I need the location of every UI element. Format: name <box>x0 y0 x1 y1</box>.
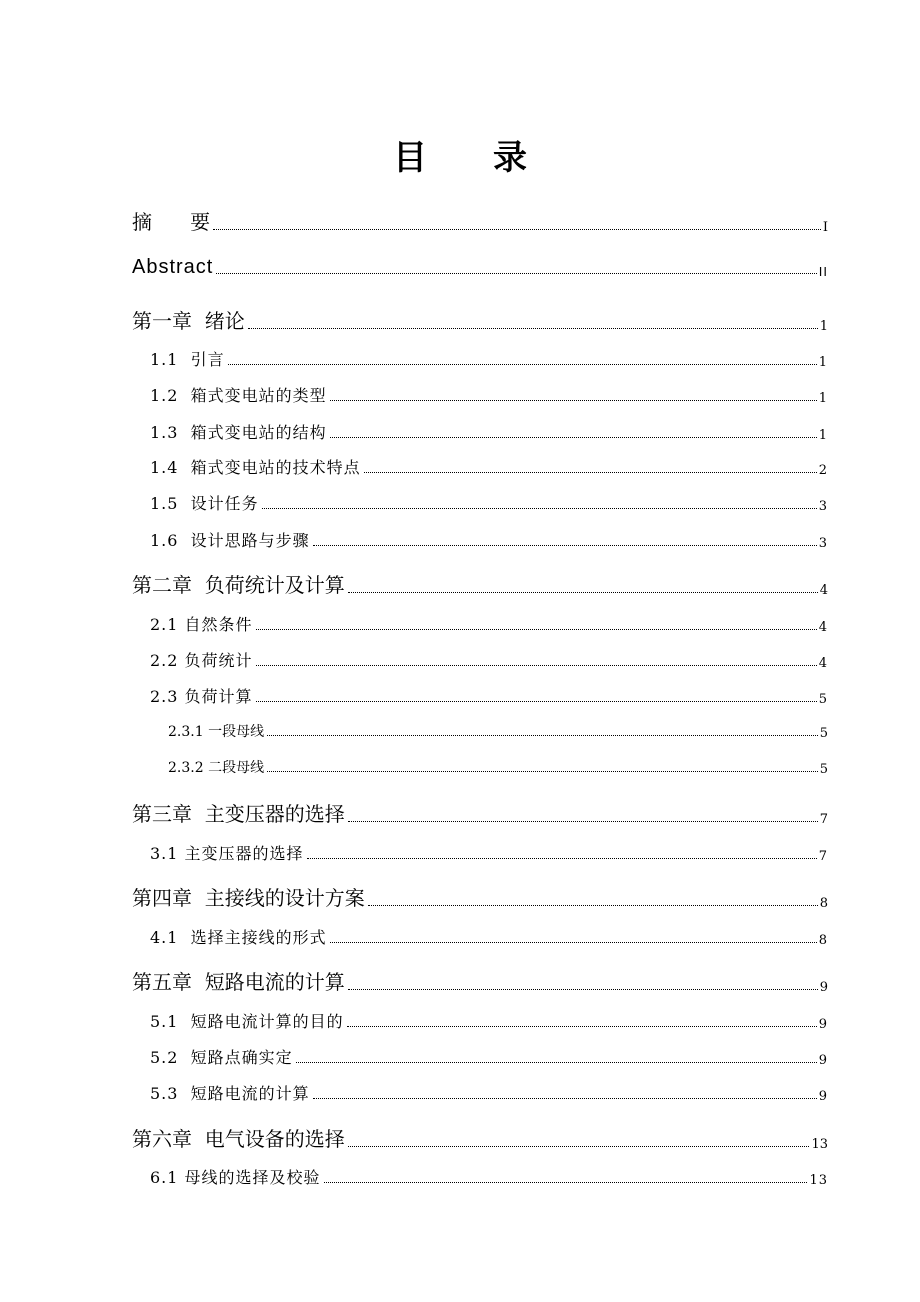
toc-entry-label: 摘 要 <box>132 210 211 234</box>
toc-entry-2-3-1[interactable] <box>168 721 828 741</box>
dot-leader <box>348 821 818 822</box>
toc-entry-label: 1.4 箱式变电站的技术特点 <box>150 458 361 477</box>
dot-leader <box>348 592 818 593</box>
toc-entry-1-6[interactable] <box>150 528 828 551</box>
toc-entry-label: 1.1 引言 <box>150 350 225 369</box>
toc-entry-chapter-1[interactable] <box>132 305 828 334</box>
toc-entry-label: 第五章 短路电流的计算 <box>132 970 345 994</box>
toc-entry-label: 6.1 母线的选择及校验 <box>150 1168 321 1187</box>
dot-leader <box>256 629 817 630</box>
toc-entry-label: 第三章 主变压器的选择 <box>132 802 345 826</box>
toc-entry-1-2[interactable] <box>150 383 828 406</box>
toc-entry-2-3[interactable] <box>150 684 828 707</box>
dot-leader <box>296 1062 817 1063</box>
toc-entry-page: 4 <box>819 583 828 598</box>
toc-entry-label: 2.1 自然条件 <box>150 615 253 634</box>
toc-entry-page: 1 <box>818 428 828 443</box>
toc-entry-abstract-cn[interactable] <box>132 206 828 235</box>
toc-entry-label: 1.6 设计思路与步骤 <box>150 531 310 550</box>
title-char-2: 录 <box>493 138 527 178</box>
toc-entry-page: 8 <box>818 933 828 948</box>
toc-entry-chapter-4[interactable] <box>132 882 828 911</box>
toc-entry-label: 1.5 设计任务 <box>150 494 259 513</box>
toc-entry-label: 5.3 短路电流的计算 <box>150 1084 310 1103</box>
dot-leader <box>216 273 816 274</box>
toc-entry-page: 9 <box>818 1053 828 1068</box>
toc-entry-page: 1 <box>818 391 828 406</box>
toc-entry-label: Abstract <box>132 256 214 278</box>
toc-entry-page: II <box>818 264 828 279</box>
toc-entry-label: 3.1 主变压器的选择 <box>150 844 304 863</box>
dot-leader <box>330 400 817 401</box>
toc-entry-label: 第四章 主接线的设计方案 <box>132 886 365 910</box>
dot-leader <box>256 701 817 702</box>
toc-entry-page: 9 <box>819 980 828 995</box>
title-char-1: 目 <box>393 138 427 178</box>
toc-entry-label: 第六章 电气设备的选择 <box>132 1127 345 1151</box>
dot-leader <box>330 942 817 943</box>
dot-leader <box>213 229 821 230</box>
dot-leader <box>348 1146 810 1147</box>
dot-leader <box>248 328 818 329</box>
toc-entry-5-2[interactable] <box>150 1045 828 1068</box>
toc-entry-page: 1 <box>818 355 828 370</box>
toc-entry-page: 9 <box>818 1017 828 1032</box>
toc-entry-label: 2.3.1 一段母线 <box>168 724 265 740</box>
toc-entry-6-1[interactable] <box>150 1165 828 1188</box>
toc-entry-2-3-2[interactable] <box>168 757 828 777</box>
toc-entry-label: 第二章 负荷统计及计算 <box>132 573 345 597</box>
toc-entry-1-1[interactable] <box>150 347 828 370</box>
toc-entry-label: 5.1 短路电流计算的目的 <box>150 1012 344 1031</box>
toc-entry-2-1[interactable] <box>150 612 828 635</box>
dot-leader <box>256 665 817 666</box>
toc-entry-1-5[interactable] <box>150 491 828 514</box>
toc-entry-3-1[interactable] <box>150 841 828 864</box>
dot-leader <box>267 771 818 772</box>
toc-entry-page: 3 <box>818 499 828 514</box>
toc-entry-page: 1 <box>819 319 828 334</box>
toc-entry-label: 4.1 选择主接线的形式 <box>150 928 327 947</box>
toc-entry-page: 8 <box>819 896 828 911</box>
toc-entry-chapter-6[interactable] <box>132 1123 828 1152</box>
toc-entry-chapter-5[interactable] <box>132 966 828 995</box>
toc-entry-2-2[interactable] <box>150 648 828 671</box>
toc-entry-1-3[interactable] <box>150 420 828 443</box>
dot-leader <box>313 545 817 546</box>
toc-entry-1-4[interactable] <box>150 455 828 478</box>
toc-entry-label: 2.2 负荷统计 <box>150 651 253 670</box>
toc-entry-page: 7 <box>819 812 828 827</box>
toc-entry-chapter-3[interactable] <box>132 798 828 827</box>
toc-entry-label: 1.2 箱式变电站的类型 <box>150 386 327 405</box>
toc-entry-page: 5 <box>819 726 828 741</box>
toc-entry-5-3[interactable] <box>150 1081 828 1104</box>
toc-entry-page: 7 <box>818 849 828 864</box>
dot-leader <box>228 364 817 365</box>
toc-entry-page: 3 <box>818 536 828 551</box>
dot-leader <box>307 858 817 859</box>
dot-leader <box>267 735 818 736</box>
toc-entry-abstract-en[interactable] <box>132 256 828 279</box>
toc-entry-label: 第一章 绪论 <box>132 309 245 333</box>
toc-entry-page: 5 <box>819 762 828 777</box>
toc-entry-5-1[interactable] <box>150 1009 828 1032</box>
dot-leader <box>368 905 818 906</box>
toc-entry-page: 4 <box>818 656 828 671</box>
dot-leader <box>324 1182 808 1183</box>
toc-entry-page: 13 <box>809 1173 828 1188</box>
dot-leader <box>364 472 817 473</box>
dot-leader <box>348 989 818 990</box>
toc-entry-page: I <box>822 220 828 235</box>
toc-entry-label: 2.3 负荷计算 <box>150 687 253 706</box>
toc-entry-page: 5 <box>818 692 828 707</box>
toc-entry-label: 5.2 短路点确实定 <box>150 1048 293 1067</box>
toc-title <box>0 130 920 179</box>
toc-entry-4-1[interactable] <box>150 925 828 948</box>
toc-entry-page: 4 <box>818 620 828 635</box>
dot-leader <box>262 508 817 509</box>
dot-leader <box>347 1026 817 1027</box>
dot-leader <box>330 437 817 438</box>
toc-entry-label: 1.3 箱式变电站的结构 <box>150 423 327 442</box>
toc-entry-chapter-2[interactable] <box>132 569 828 598</box>
toc-entry-page: 13 <box>811 1137 828 1152</box>
toc-entry-page: 2 <box>818 463 828 478</box>
toc-entry-page: 9 <box>818 1089 828 1104</box>
toc-entry-label: 2.3.2 二段母线 <box>168 760 265 776</box>
dot-leader <box>313 1098 817 1099</box>
